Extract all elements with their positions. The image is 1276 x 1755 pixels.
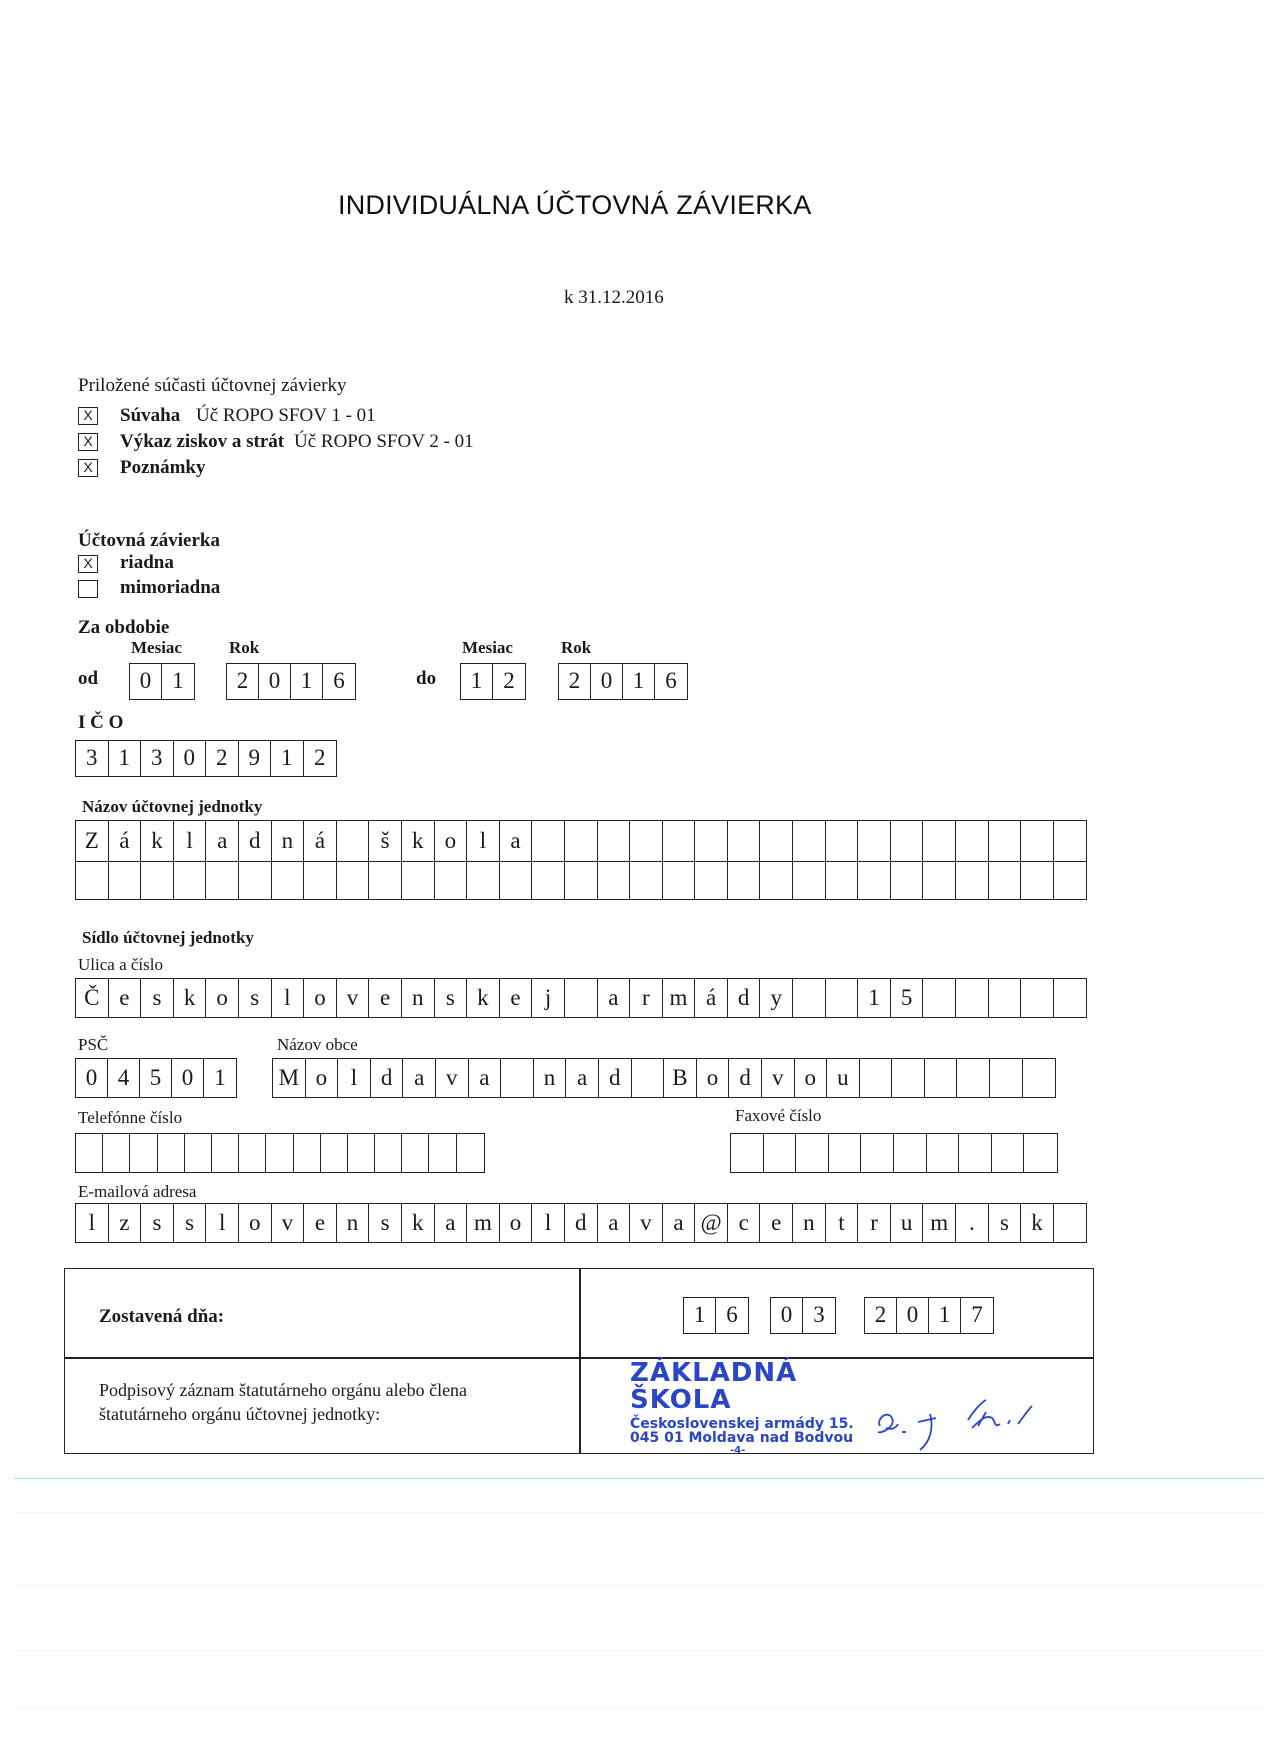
char-cell[interactable]	[375, 1134, 402, 1172]
char-cell[interactable]	[793, 862, 826, 899]
closing-mimoriadna-label: mimoriadna	[120, 577, 221, 598]
char-cell[interactable]	[728, 862, 761, 899]
char-cell[interactable]: 1	[109, 741, 142, 776]
char-cell[interactable]: n	[402, 979, 435, 1017]
char-cell[interactable]	[894, 1134, 927, 1172]
char-cell[interactable]	[467, 862, 500, 899]
char-cell[interactable]	[304, 862, 337, 899]
attachment-title: Výkaz ziskov a strát	[120, 431, 285, 452]
char-cell[interactable]	[632, 1059, 665, 1097]
char-cell[interactable]: 2	[314, 745, 326, 770]
compiled-day-boxes[interactable]	[683, 1297, 749, 1334]
char-cell[interactable]: m	[663, 979, 696, 1017]
char-cell[interactable]: n	[337, 1204, 370, 1242]
char-cell[interactable]	[1021, 862, 1054, 899]
scan-line	[14, 1650, 1264, 1651]
char-cell[interactable]: n	[793, 1204, 826, 1242]
char-cell[interactable]: 1	[929, 1298, 961, 1333]
char-cell[interactable]: s	[369, 1204, 402, 1242]
char-cell[interactable]: c	[728, 1204, 761, 1242]
char-cell[interactable]	[532, 862, 565, 899]
char-cell[interactable]: e	[760, 1204, 793, 1242]
char-cell[interactable]	[760, 821, 793, 861]
scan-line	[14, 1512, 1264, 1513]
char-cell[interactable]	[760, 862, 793, 899]
char-cell[interactable]	[989, 821, 1022, 861]
char-cell[interactable]: a	[500, 821, 533, 861]
char-cell[interactable]: u	[891, 1204, 924, 1242]
char-cell[interactable]	[130, 1134, 157, 1172]
char-cell[interactable]	[695, 862, 728, 899]
school-stamp	[630, 1360, 860, 1456]
char-cell[interactable]: 0	[897, 1298, 929, 1333]
char-cell[interactable]	[630, 862, 663, 899]
char-cell[interactable]	[956, 821, 989, 861]
char-cell[interactable]: 0	[172, 1059, 204, 1097]
street-label: Ulica a číslo	[78, 955, 163, 974]
char-cell[interactable]: v	[272, 1204, 305, 1242]
char-cell[interactable]	[858, 821, 891, 861]
char-cell[interactable]: 1	[623, 664, 655, 699]
fax-label: Faxové číslo	[735, 1106, 822, 1125]
attachment-title: Súvaha	[120, 405, 181, 426]
char-cell[interactable]: š	[369, 821, 402, 861]
char-cell[interactable]	[826, 979, 859, 1017]
char-cell[interactable]	[435, 862, 468, 899]
char-cell[interactable]: s	[239, 979, 272, 1017]
char-cell[interactable]	[174, 862, 207, 899]
attachment-item-vykaz	[78, 431, 578, 455]
char-cell[interactable]: e	[109, 979, 142, 1017]
char-cell[interactable]: s	[141, 1204, 174, 1242]
char-cell[interactable]	[861, 1134, 894, 1172]
char-cell[interactable]: a	[403, 1059, 436, 1097]
char-cell[interactable]: e	[500, 979, 533, 1017]
char-cell[interactable]: a	[469, 1059, 502, 1097]
entity-name-label: Názov účtovnej jednotky	[82, 797, 263, 816]
char-cell[interactable]: j	[532, 979, 565, 1017]
char-cell[interactable]: a	[435, 1204, 468, 1242]
char-cell[interactable]: k	[141, 821, 174, 861]
char-cell[interactable]	[989, 979, 1022, 1017]
stamp-line1: ZÁKLADNÁ ŠKOLA	[630, 1358, 798, 1416]
closing-riadna-label: riadna	[120, 552, 174, 573]
table-column-divider	[579, 1268, 581, 1454]
char-cell[interactable]	[500, 862, 533, 899]
phone-label: Telefónne číslo	[78, 1108, 183, 1127]
char-cell[interactable]	[565, 821, 598, 861]
char-cell[interactable]	[826, 862, 859, 899]
char-cell[interactable]	[764, 1134, 797, 1172]
char-cell[interactable]: m	[467, 1204, 500, 1242]
char-cell[interactable]: a	[598, 1204, 631, 1242]
char-cell[interactable]	[532, 821, 565, 861]
char-cell[interactable]: M	[273, 1059, 306, 1097]
char-cell[interactable]	[565, 979, 598, 1017]
char-cell[interactable]: m	[923, 1204, 956, 1242]
char-cell[interactable]: o	[435, 821, 468, 861]
email-label: E-mailová adresa	[78, 1182, 197, 1201]
char-cell[interactable]: o	[206, 979, 239, 1017]
char-cell[interactable]	[793, 979, 826, 1017]
char-cell[interactable]	[501, 1059, 534, 1097]
signature-label-line1: Podpisový záznam štatutárneho orgánu alebo člena	[99, 1380, 468, 1400]
char-cell[interactable]	[1021, 979, 1054, 1017]
char-cell[interactable]	[957, 1059, 990, 1097]
char-cell[interactable]	[348, 1134, 375, 1172]
from-label: od	[78, 668, 99, 689]
from-month-label: Mesiac	[131, 638, 182, 657]
char-cell[interactable]	[109, 862, 142, 899]
char-cell[interactable]	[891, 862, 924, 899]
char-cell[interactable]	[923, 862, 956, 899]
report-date: k 31.12.2016	[564, 287, 664, 308]
char-cell[interactable]	[796, 1134, 829, 1172]
from-year-label: Rok	[229, 638, 260, 657]
char-cell[interactable]	[956, 979, 989, 1017]
char-cell[interactable]: 6	[665, 668, 677, 693]
char-cell[interactable]: á	[109, 821, 142, 861]
char-cell[interactable]: n	[534, 1059, 567, 1097]
char-cell[interactable]	[212, 1134, 239, 1172]
ico-boxes[interactable]	[75, 740, 337, 777]
char-cell[interactable]	[266, 1134, 293, 1172]
compiled-label: Zostavená dňa:	[99, 1306, 225, 1327]
char-cell[interactable]: 2	[559, 664, 591, 699]
seat-heading: Sídlo účtovnej jednotky	[82, 928, 254, 947]
entity-name-row2[interactable]	[75, 861, 1087, 900]
char-cell[interactable]: 1	[271, 741, 304, 776]
char-cell[interactable]	[1054, 979, 1087, 1017]
char-cell[interactable]: 1	[858, 979, 891, 1017]
char-cell[interactable]	[858, 862, 891, 899]
char-cell[interactable]: 0	[591, 664, 623, 699]
char-cell[interactable]: Z	[76, 821, 109, 861]
attachment-code: Úč ROPO SFOV 1 - 01	[196, 405, 376, 426]
to-year-label: Rok	[561, 638, 592, 657]
attachment-item-suvaha	[78, 405, 578, 429]
char-cell[interactable]: á	[304, 821, 337, 861]
char-cell[interactable]	[76, 1134, 103, 1172]
char-cell[interactable]: @	[695, 1204, 728, 1242]
char-cell[interactable]: o	[239, 1204, 272, 1242]
char-cell[interactable]	[989, 862, 1022, 899]
attachment-item-poznamky	[78, 457, 578, 481]
char-cell[interactable]: s	[141, 979, 174, 1017]
char-cell[interactable]: k	[467, 979, 500, 1017]
char-cell[interactable]: 3	[141, 741, 174, 776]
entity-name-row1[interactable]	[75, 820, 1087, 862]
char-cell[interactable]	[402, 862, 435, 899]
char-cell[interactable]: u	[827, 1059, 860, 1097]
street-boxes[interactable]	[75, 978, 1087, 1018]
char-cell[interactable]: k	[174, 979, 207, 1017]
char-cell[interactable]	[369, 862, 402, 899]
char-cell[interactable]: a	[206, 821, 239, 861]
attachments-list	[78, 405, 578, 495]
char-cell[interactable]: d	[728, 979, 761, 1017]
char-cell[interactable]: e	[304, 1204, 337, 1242]
to-label: do	[416, 668, 437, 689]
char-cell[interactable]: 3	[813, 1302, 825, 1327]
char-cell[interactable]	[663, 862, 696, 899]
char-cell[interactable]: 1	[172, 668, 184, 693]
city-label: Názov obce	[277, 1035, 358, 1054]
char-cell[interactable]	[598, 821, 631, 861]
char-cell[interactable]	[337, 821, 370, 861]
char-cell[interactable]: 0	[771, 1298, 803, 1333]
to-month-boxes[interactable]	[460, 663, 526, 700]
char-cell[interactable]	[206, 862, 239, 899]
to-year-boxes[interactable]	[558, 663, 688, 700]
stamp-line4: -4-	[730, 1444, 746, 1456]
char-cell[interactable]: 1	[461, 664, 493, 699]
char-cell[interactable]: k	[402, 821, 435, 861]
char-cell[interactable]: v	[337, 979, 370, 1017]
closing-heading: Účtovná závierka	[78, 530, 220, 551]
char-cell[interactable]: d	[565, 1204, 598, 1242]
char-cell[interactable]: 4	[108, 1059, 140, 1097]
char-cell[interactable]: 2	[227, 664, 259, 699]
char-cell[interactable]	[141, 862, 174, 899]
char-cell[interactable]	[992, 1134, 1025, 1172]
attachment-checkbox[interactable]: X	[78, 407, 98, 425]
email-boxes[interactable]	[75, 1203, 1087, 1243]
char-cell[interactable]: 2	[865, 1298, 897, 1333]
char-cell[interactable]	[925, 1059, 958, 1097]
char-cell[interactable]	[923, 821, 956, 861]
char-cell[interactable]: s	[989, 1204, 1022, 1242]
char-cell[interactable]: 0	[76, 1059, 108, 1097]
ico-label: I Č O	[78, 712, 124, 733]
psc-label: PSČ	[78, 1035, 109, 1054]
char-cell[interactable]	[892, 1059, 925, 1097]
attachment-title: Poznámky	[120, 457, 206, 478]
attachment-checkbox[interactable]: X	[78, 433, 98, 451]
char-cell[interactable]: B	[664, 1059, 697, 1097]
char-cell[interactable]	[1021, 821, 1054, 861]
char-cell[interactable]: k	[402, 1204, 435, 1242]
char-cell[interactable]	[1023, 1059, 1056, 1097]
char-cell[interactable]: l	[174, 821, 207, 861]
char-cell[interactable]	[695, 821, 728, 861]
scan-line	[14, 1708, 1264, 1709]
char-cell[interactable]: d	[371, 1059, 404, 1097]
char-cell[interactable]: z	[109, 1204, 142, 1242]
stamp-line2: Československej armády 15.	[630, 1415, 854, 1432]
char-cell[interactable]	[728, 821, 761, 861]
char-cell[interactable]	[1054, 821, 1087, 861]
char-cell[interactable]	[959, 1134, 992, 1172]
char-cell[interactable]: s	[435, 979, 468, 1017]
char-cell[interactable]	[1054, 862, 1087, 899]
char-cell[interactable]: k	[1021, 1204, 1054, 1242]
closing-riadna-checkbox[interactable]: X	[78, 555, 98, 573]
char-cell[interactable]	[294, 1134, 321, 1172]
char-cell[interactable]: o	[306, 1059, 339, 1097]
char-cell[interactable]	[565, 862, 598, 899]
char-cell[interactable]: a	[663, 1204, 696, 1242]
attachments-heading: Priložené súčasti účtovnej závierky	[78, 375, 347, 396]
document-title: INDIVIDUÁLNA ÚČTOVNÁ ZÁVIERKA	[338, 190, 812, 220]
char-cell[interactable]: 6	[726, 1302, 738, 1327]
char-cell[interactable]: 5	[891, 979, 924, 1017]
char-cell[interactable]	[185, 1134, 212, 1172]
period-heading: Za obdobie	[78, 617, 170, 638]
char-cell[interactable]: o	[697, 1059, 730, 1097]
char-cell[interactable]: 0	[259, 664, 291, 699]
handwritten-signature	[868, 1388, 1048, 1456]
char-cell[interactable]: a	[598, 979, 631, 1017]
scan-line	[14, 1478, 1264, 1479]
char-cell[interactable]: t	[826, 1204, 859, 1242]
char-cell[interactable]: á	[695, 979, 728, 1017]
compiled-year-boxes[interactable]	[864, 1297, 994, 1334]
char-cell[interactable]: 6	[333, 668, 345, 693]
char-cell[interactable]: v	[762, 1059, 795, 1097]
char-cell[interactable]	[457, 1134, 484, 1172]
char-cell[interactable]	[927, 1134, 960, 1172]
signature-label-line2: štatutárneho orgánu účtovnej jednotky:	[99, 1404, 381, 1424]
char-cell[interactable]: 1	[291, 664, 323, 699]
char-cell[interactable]	[402, 1134, 429, 1172]
char-cell[interactable]: s	[174, 1204, 207, 1242]
char-cell[interactable]: l	[338, 1059, 371, 1097]
psc-boxes[interactable]	[75, 1058, 237, 1098]
char-cell[interactable]	[860, 1059, 893, 1097]
char-cell[interactable]: v	[630, 1204, 663, 1242]
char-cell[interactable]	[990, 1059, 1023, 1097]
char-cell[interactable]	[630, 821, 663, 861]
char-cell[interactable]	[158, 1134, 185, 1172]
char-cell[interactable]: .	[956, 1204, 989, 1242]
char-cell[interactable]	[793, 821, 826, 861]
char-cell[interactable]: Č	[76, 979, 109, 1017]
char-cell[interactable]	[826, 821, 859, 861]
char-cell[interactable]: d	[729, 1059, 762, 1097]
char-cell[interactable]	[1054, 1204, 1087, 1242]
char-cell[interactable]	[103, 1134, 130, 1172]
char-cell[interactable]: 2	[503, 668, 515, 693]
char-cell[interactable]	[272, 862, 305, 899]
char-cell[interactable]: 1	[214, 1065, 226, 1090]
char-cell[interactable]	[956, 862, 989, 899]
char-cell[interactable]	[239, 862, 272, 899]
char-cell[interactable]: 3	[76, 741, 109, 776]
char-cell[interactable]: 7	[971, 1302, 983, 1327]
char-cell[interactable]	[76, 862, 109, 899]
char-cell[interactable]: d	[239, 821, 272, 861]
char-cell[interactable]	[829, 1134, 862, 1172]
char-cell[interactable]: o	[500, 1204, 533, 1242]
char-cell[interactable]: l	[272, 979, 305, 1017]
char-cell[interactable]	[337, 862, 370, 899]
char-cell[interactable]: l	[76, 1204, 109, 1242]
char-cell[interactable]: 5	[140, 1059, 172, 1097]
char-cell[interactable]: 2	[206, 741, 239, 776]
char-cell[interactable]	[239, 1134, 266, 1172]
char-cell[interactable]: l	[532, 1204, 565, 1242]
char-cell[interactable]: l	[467, 821, 500, 861]
char-cell[interactable]: 1	[684, 1298, 716, 1333]
from-year-boxes[interactable]	[226, 663, 356, 700]
char-cell[interactable]: v	[436, 1059, 469, 1097]
char-cell[interactable]	[1024, 1134, 1057, 1172]
scan-line	[14, 1585, 1264, 1586]
char-cell[interactable]	[429, 1134, 456, 1172]
from-month-boxes[interactable]	[129, 663, 195, 700]
char-cell[interactable]: d	[599, 1059, 632, 1097]
char-cell[interactable]	[891, 821, 924, 861]
char-cell[interactable]: o	[304, 979, 337, 1017]
char-cell[interactable]: r	[630, 979, 663, 1017]
closing-mimoriadna-checkbox[interactable]	[78, 580, 98, 598]
fax-boxes[interactable]	[730, 1133, 1058, 1173]
char-cell[interactable]	[923, 979, 956, 1017]
to-month-label: Mesiac	[462, 638, 513, 657]
char-cell[interactable]	[663, 821, 696, 861]
char-cell[interactable]: a	[566, 1059, 599, 1097]
attachment-code: Úč ROPO SFOV 2 - 01	[294, 431, 474, 452]
char-cell[interactable]: y	[760, 979, 793, 1017]
char-cell[interactable]: e	[369, 979, 402, 1017]
char-cell[interactable]: r	[858, 1204, 891, 1242]
city-boxes[interactable]	[272, 1058, 1056, 1098]
char-cell[interactable]: o	[795, 1059, 828, 1097]
char-cell[interactable]	[731, 1134, 764, 1172]
char-cell[interactable]: 0	[130, 664, 162, 699]
char-cell[interactable]: n	[272, 821, 305, 861]
stamp-line3: 045 01 Moldava nad Bodvou	[630, 1430, 854, 1447]
char-cell[interactable]	[598, 862, 631, 899]
phone-boxes[interactable]	[75, 1133, 485, 1173]
char-cell[interactable]: 9	[239, 741, 272, 776]
char-cell[interactable]	[321, 1134, 348, 1172]
char-cell[interactable]: 0	[174, 741, 207, 776]
attachment-checkbox[interactable]: X	[78, 459, 98, 477]
compiled-month-boxes[interactable]	[770, 1297, 836, 1334]
char-cell[interactable]: l	[206, 1204, 239, 1242]
